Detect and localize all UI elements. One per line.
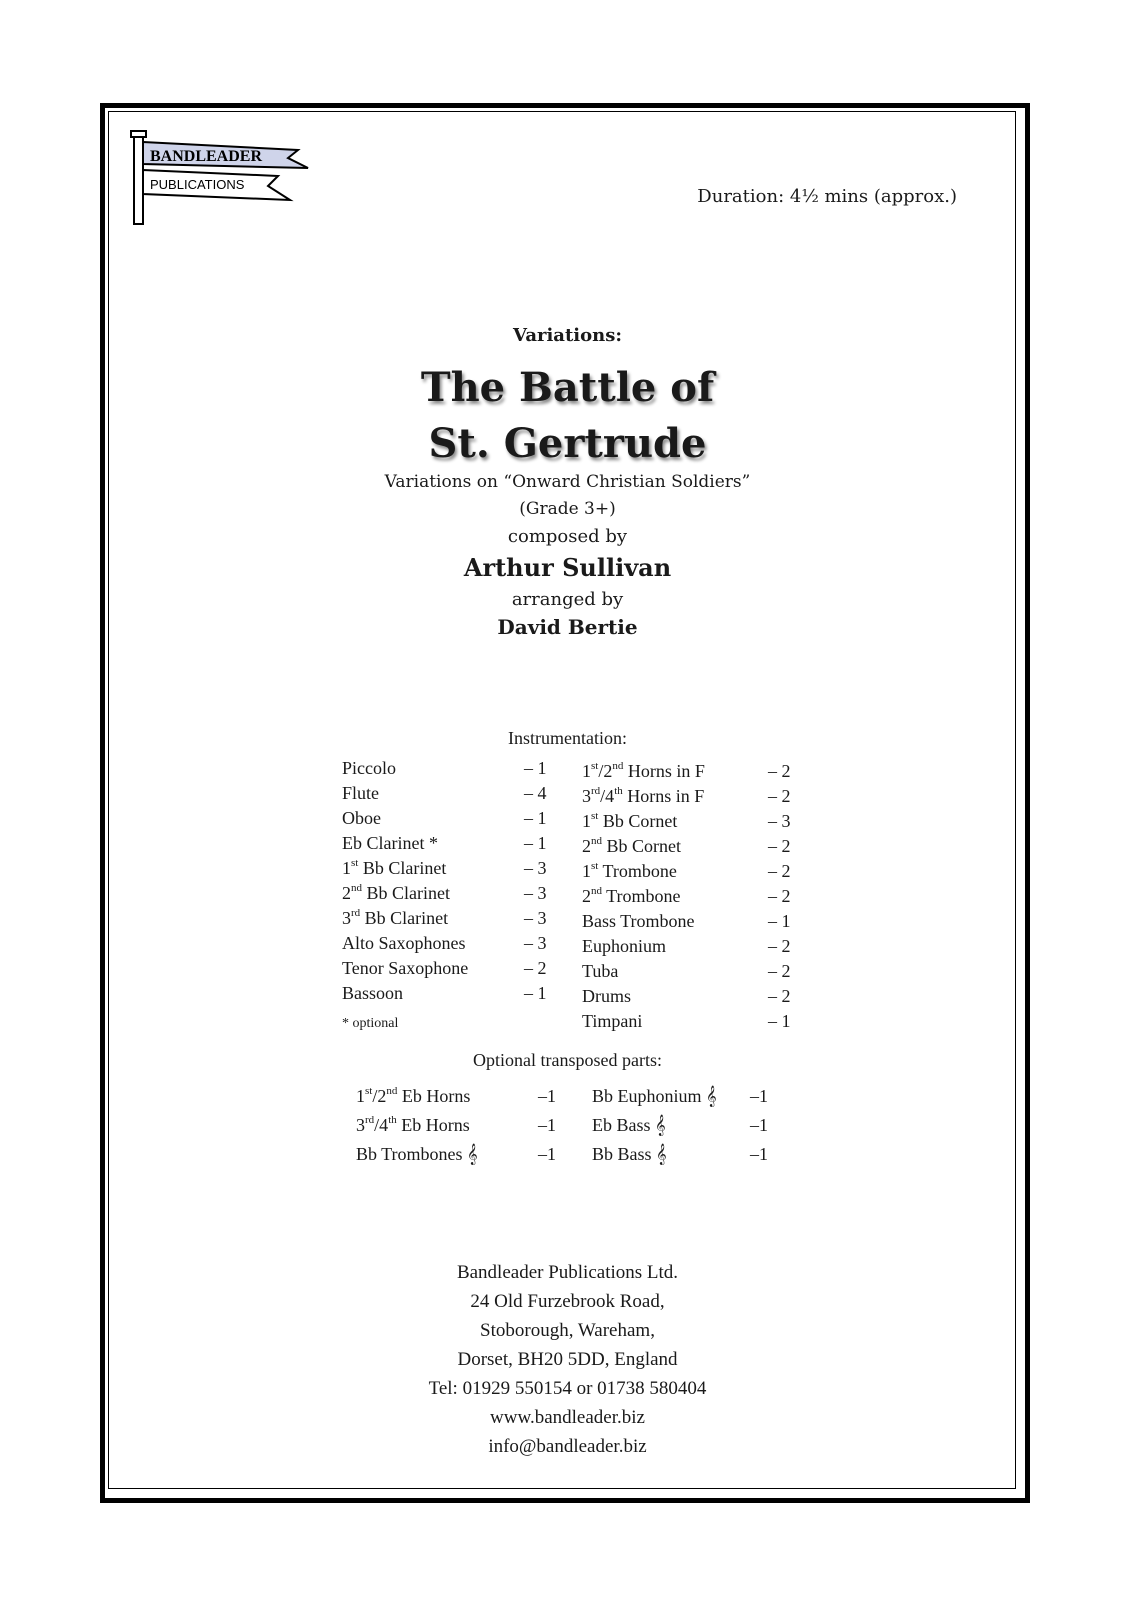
- instrument-count: – 1: [768, 1011, 791, 1031]
- instrument-name-name: Piccolo: [342, 758, 396, 778]
- instrument-row: [342, 833, 554, 858]
- instrument-name-name: Tuba: [582, 961, 619, 981]
- instrument-name: [342, 758, 396, 779]
- instrument-count: – 2: [768, 836, 791, 856]
- instrument-row: [592, 1115, 772, 1144]
- instrument-name-name: Horns in F: [623, 761, 705, 781]
- instrument-name-ord: 1: [582, 861, 591, 881]
- instrument-name: [342, 958, 468, 979]
- instrument-name-ord: 2: [582, 886, 591, 906]
- instrument-name-name: Eb Horns: [396, 1115, 470, 1135]
- instrument-name-ord: 3: [356, 1115, 365, 1135]
- instrument-name-name: Trombone: [602, 886, 681, 906]
- instrument-count: –1: [750, 1144, 768, 1164]
- instrument-name-name: Tenor Saxophone: [342, 958, 469, 978]
- instrument-row: [342, 908, 554, 933]
- instrument-count: –1: [538, 1144, 556, 1164]
- instrument-row: [342, 933, 554, 958]
- logo-line1: BANDLEADER: [150, 148, 263, 165]
- instrument-name: [582, 961, 618, 982]
- instrument-name: [342, 883, 450, 904]
- instrument-row: [582, 836, 798, 861]
- instrument-name-ord-sup: rd: [591, 785, 601, 797]
- instrument-name: [582, 886, 681, 907]
- instrument-row: [342, 808, 554, 833]
- instrument-row: [582, 1011, 798, 1036]
- instrument-count: – 2: [768, 961, 791, 981]
- instrument-name-name: Alto Saxophones: [342, 933, 466, 953]
- instrument-name: [582, 911, 695, 932]
- instrument-count: – 3: [524, 933, 547, 953]
- instrument-count: – 2: [768, 886, 791, 906]
- instrument-row: [342, 858, 554, 883]
- instrument-name-ord-sup: nd: [591, 885, 602, 897]
- instrument-row: [342, 958, 554, 983]
- instrument-name-ord: 1: [356, 1086, 365, 1106]
- instrument-count: – 2: [768, 861, 791, 881]
- instrument-name-name: Eb Horns: [397, 1086, 471, 1106]
- instrument-name-ord2: /4: [600, 786, 615, 806]
- instrument-name-ord2-sup: nd: [386, 1085, 398, 1097]
- instrument-name-ord: 1: [582, 761, 591, 781]
- instrument-count: –1: [538, 1115, 556, 1135]
- instrument-name-name: Eb Clarinet *: [342, 833, 438, 853]
- title-line-2: St. Gertrude: [428, 420, 707, 467]
- instrument-name: [582, 861, 677, 882]
- instrument-name: [342, 833, 438, 854]
- instrument-count: – 3: [524, 858, 547, 878]
- instrument-name: [592, 1115, 666, 1136]
- instrument-row: [342, 783, 554, 808]
- instrumentation-heading: Instrumentation:: [508, 728, 627, 748]
- instrument-row: [356, 1115, 562, 1144]
- instrument-count: – 3: [524, 908, 547, 928]
- instrument-name-ord-sup: st: [591, 860, 599, 872]
- instrument-count: – 2: [768, 936, 791, 956]
- instrument-count: – 2: [768, 786, 791, 806]
- instrument-count: – 3: [768, 811, 791, 831]
- instrument-name: [592, 1144, 667, 1165]
- instrument-name-name: Bb Clarinet: [358, 858, 447, 878]
- instrument-name: [342, 933, 466, 954]
- instrument-name-name: Bb Cornet: [598, 811, 678, 831]
- instrument-count: – 2: [768, 761, 791, 781]
- instrument-name: [582, 936, 666, 957]
- instrument-name-name: Oboe: [342, 808, 381, 828]
- publisher-address: [0, 1258, 1135, 1461]
- subtitle: Variations on “Onward Christian Soldiers”: [384, 472, 751, 492]
- variations-label: Variations:: [513, 325, 622, 346]
- optional-parts-heading: Optional transposed parts:: [473, 1050, 662, 1070]
- instrument-row: [582, 886, 798, 911]
- instrument-name-name: Horns in F: [622, 786, 705, 806]
- instrument-name: [582, 786, 704, 807]
- publisher-street: 24 Old Furzebrook Road,: [470, 1291, 665, 1312]
- duration: Duration: 4½ mins (approx.): [697, 186, 957, 207]
- instrument-name-ord: 1: [342, 858, 351, 878]
- instrument-row: [582, 936, 798, 961]
- instrument-name-ord: 3: [342, 908, 351, 928]
- bandleader-logo: [128, 128, 328, 228]
- instrument-name: [342, 908, 448, 929]
- title-line-1: The Battle of: [420, 364, 715, 411]
- instrument-name-ord: 2: [582, 836, 591, 856]
- instrument-count: – 2: [768, 986, 791, 1006]
- instrument-name: [592, 1086, 717, 1107]
- instrument-count: – 1: [768, 911, 791, 931]
- page-title: [0, 360, 1135, 472]
- instrument-name-name: Timpani: [582, 1011, 643, 1031]
- instrument-name-name: Drums: [582, 986, 631, 1006]
- instrument-name-ord-sup: nd: [351, 882, 362, 894]
- instrument-row: [356, 1144, 562, 1173]
- instrument-name-ord2-sup: th: [614, 785, 623, 797]
- instrument-count: – 2: [524, 958, 547, 978]
- instrument-name: [582, 761, 705, 782]
- instrument-name-ord2-sup: nd: [612, 760, 624, 772]
- instrument-count: – 1: [524, 758, 547, 778]
- instrument-name-ord: 2: [342, 883, 351, 903]
- instrument-count: –1: [538, 1086, 556, 1106]
- instrument-name-ord2: /2: [372, 1086, 387, 1106]
- instrument-row: [356, 1086, 562, 1115]
- instrument-name: [342, 983, 403, 1004]
- grade: (Grade 3+): [519, 499, 616, 519]
- instrument-row: [592, 1086, 772, 1115]
- instrument-name: [356, 1086, 470, 1107]
- instrument-name-name: Trombone: [598, 861, 677, 881]
- instrument-row: [592, 1144, 772, 1173]
- instrument-name-name: Bb Clarinet: [362, 883, 450, 903]
- instrument-name-ord-sup: st: [591, 760, 599, 772]
- optional-note: * optional: [342, 1016, 399, 1031]
- instrument-name-name: Euphonium: [582, 936, 666, 956]
- instrument-name-ord: 1: [582, 811, 591, 831]
- instrument-name: [356, 1115, 470, 1136]
- instrument-name-name: Bb Clarinet: [360, 908, 449, 928]
- instrument-name-name: Bass Trombone: [582, 911, 695, 931]
- instrument-name: [342, 858, 446, 879]
- instrument-name-name: Bb Euphonium 𝄞: [592, 1086, 717, 1106]
- instrument-name: [342, 783, 379, 804]
- instrument-count: – 4: [524, 783, 547, 803]
- instrument-name-name: Bb Cornet: [602, 836, 681, 856]
- instrument-count: –1: [750, 1115, 768, 1135]
- instrument-name: [582, 836, 681, 857]
- instrument-row: [582, 911, 798, 936]
- composed-by-label: composed by: [507, 526, 628, 547]
- publisher-county: Dorset, BH20 5DD, England: [457, 1349, 678, 1370]
- instrument-name-ord2: /2: [598, 761, 613, 781]
- instrument-name: [342, 808, 381, 829]
- instrument-name-name: Bb Bass 𝄞: [592, 1144, 667, 1164]
- instrument-row: [582, 786, 798, 811]
- logo-line2: PUBLICATIONS: [150, 177, 245, 192]
- instrument-count: – 1: [524, 833, 547, 853]
- instrument-name-name: Bassoon: [342, 983, 404, 1003]
- instrument-name-ord-sup: st: [351, 857, 359, 869]
- instrument-name-name: Bb Trombones 𝄞: [356, 1144, 478, 1164]
- publisher-town: Stoborough, Wareham,: [480, 1320, 655, 1341]
- instrument-name-ord-sup: rd: [351, 907, 361, 919]
- instrument-count: – 1: [524, 983, 547, 1003]
- instrument-name-ord-sup: st: [591, 810, 599, 822]
- arranger-name: David Bertie: [497, 615, 638, 639]
- instrument-row: [582, 761, 798, 786]
- publisher-email[interactable]: info@bandleader.biz: [488, 1436, 647, 1457]
- instrument-name: [582, 811, 677, 832]
- instrument-count: –1: [750, 1086, 768, 1106]
- instrument-name: [582, 986, 631, 1007]
- arranged-by-label: arranged by: [511, 589, 624, 610]
- instrument-row: [342, 983, 554, 1008]
- instrument-count: – 3: [524, 883, 547, 903]
- publisher-web[interactable]: www.bandleader.biz: [490, 1407, 645, 1428]
- instrument-name: [356, 1144, 478, 1165]
- instrument-name-ord2-sup: th: [388, 1114, 397, 1126]
- instrument-name-ord-sup: nd: [591, 835, 602, 847]
- instrument-row: [582, 861, 798, 886]
- instrument-name-ord-sup: st: [365, 1085, 373, 1097]
- publisher-tel: Tel: 01929 550154 or 01738 580404: [428, 1378, 707, 1399]
- instrument-name-name: Eb Bass 𝄞: [592, 1115, 666, 1135]
- instrument-name-ord2: /4: [374, 1115, 389, 1135]
- instrument-count: – 1: [524, 808, 547, 828]
- publisher-company: Bandleader Publications Ltd.: [456, 1262, 679, 1283]
- instrument-row: [582, 961, 798, 986]
- instrument-name-name: Flute: [342, 783, 380, 803]
- instrument-name: [582, 1011, 642, 1032]
- instrument-name-ord-sup: rd: [365, 1114, 375, 1126]
- composer-name: Arthur Sullivan: [463, 553, 672, 582]
- instrument-row: [582, 811, 798, 836]
- instrument-row: [342, 883, 554, 908]
- instrument-name-ord: 3: [582, 786, 591, 806]
- instrument-row: [582, 986, 798, 1011]
- instrument-row: [342, 758, 554, 783]
